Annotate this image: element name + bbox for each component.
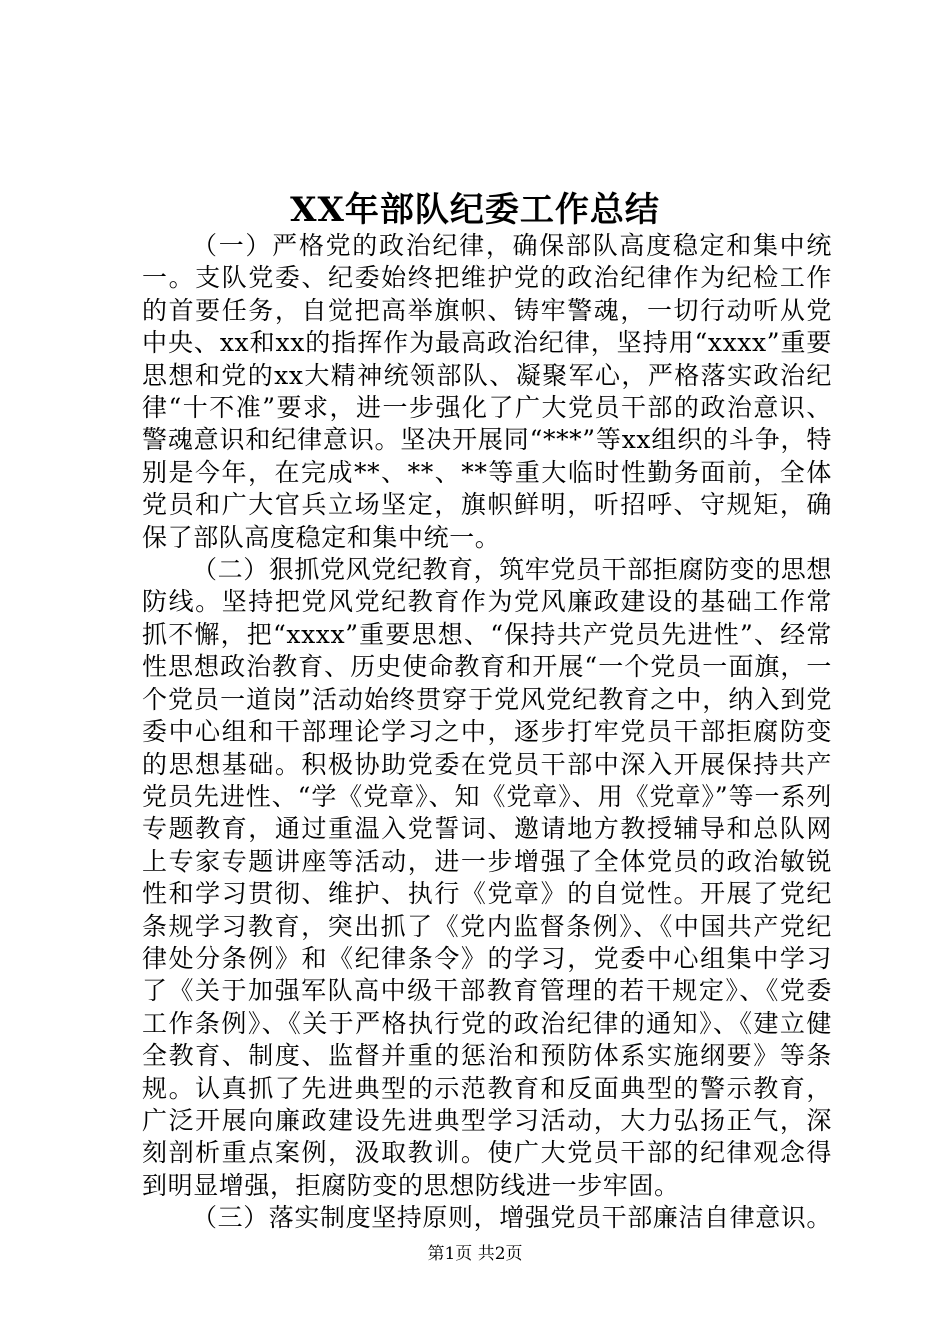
paragraph-2: （二）狠抓党风党纪教育，筑牢党员干部拒腐防变的思想防线。坚持把党风党纪教育作为党风廉政建设的基础工作常抓不懈，把“xxxx”重要思想、“保持共产党员先进性”、经常性思想政治教育、历史使命教育和开展“一个党员一面旗，一个党员一道岗”活动始终贯穿于党风党纪教育之中，纳入到党委中心组和干部理论学习之中，逐步打牢党员干部拒腐防变的思想基础。积极协助党委在党员干部中深入开展保持共产党员先进性、“学《党章》、知《党章》、用《党章》”等一系列专题教育，通过重温入党誓词、邀请地方教授辅导和总队网上专家专题讲座等活动，进一步增强了全体党员的政治敏锐性和学习贯彻、维护、执行《党章》的自觉性。开展了党纪条规学习教育，突出抓了《党内监督条例》、《中国共产党纪律处分条例》和《纪律条令》的学习，党委中心组集中学习了《关于加强军队高中级干部教育管理的若干规定》、《党委工作条例》、《关于严格执行党的政治纪律的通知》、《建立健全教育、制度、监督并重的惩治和预防体系实施纲要》等条规。认真抓了先进典型的示范教育和反面典型的警示教育，广泛开展向廉政建设先进典型学习活动，大力弘扬正气，深刻剖析重点案例，汲取教训。使广大党员干部的纪律观念得到明显增强，拒腐防变的思想防线进一步牢固。 [142, 555, 833, 1200]
paragraph-3: （三）落实制度坚持原则，增强党员干部廉洁自律意识。 [192, 1203, 833, 1233]
page-number-footer: 第1页 共2页 [427, 1244, 523, 1264]
document-body [142, 230, 832, 1235]
paragraph-1: （一）严格党的政治纪律，确保部队高度稳定和集中统一。支队党委、纪委始终把维护党的政治纪律作为纪检工作的首要任务，自觉把高举旗帜、铸牢警魂，一切行动听从党中央、xx和xx的指挥作为最高政治纪律，坚持用“xxxx”重要思想和党的xx大精神统领部队、凝聚军心，严格落实政治纪律“十不准”要求，进一步强化了广大党员干部的政治意识、警魂意识和纪律意识。坚决开展同“***”等xx组织的斗争，特别是今年，在完成**、**、**等重大临时性勤务面前，全体党员和广大官兵立场坚定，旗帜鲜明，听招呼、守规矩，确保了部队高度稳定和集中统一。 [142, 231, 832, 552]
document-title: XX年部队纪委工作总结 [290, 190, 660, 230]
